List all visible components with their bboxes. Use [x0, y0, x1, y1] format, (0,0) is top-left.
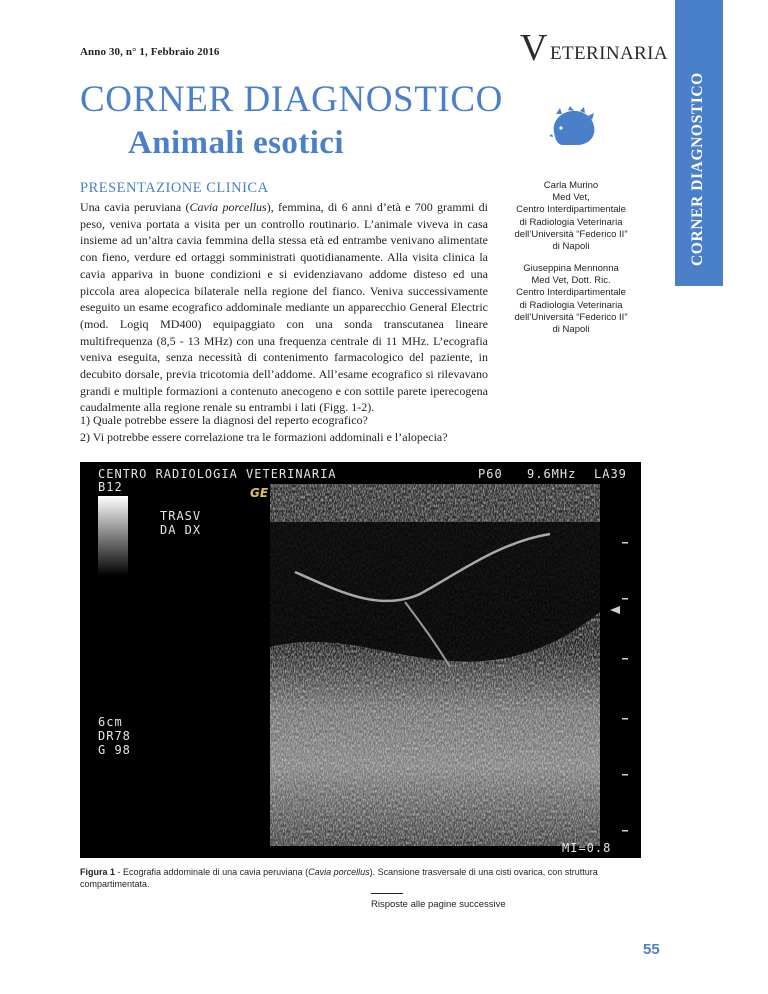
guinea-pig-icon: [548, 106, 598, 148]
page-subtitle: Animali esotici: [128, 125, 344, 161]
answers-note: Risposte alle pagine successive: [371, 899, 506, 910]
us-mi-label: MI=0.8: [562, 841, 612, 855]
us-ge-mark: GE: [250, 486, 269, 500]
section-tab: [675, 0, 723, 286]
question-item: 2) Vi potrebbe essere correlazione tra le formazioni addominali e l’alopecia?: [80, 430, 448, 444]
us-center-label: CENTRO RADIOLOGIA VETERINARIA: [98, 467, 337, 481]
page-title: CORNER DIAGNOSTICO: [80, 79, 503, 120]
question-item: 1) Quale potrebbe essere la diagnosi del reperto ecografico?: [80, 413, 368, 427]
figure-caption: Figura 1 - Ecografia addominale di una cavia peruviana (Cavia porcellus). Scansione trasversale di una cisti ovarica, con struttura compartimentata.: [80, 867, 598, 889]
author-block: Giuseppina Mennonna Med Vet, Dott. Ric. Centro Interdipartimentale di Radiologia Veterinaria dell’Università “Federico II” di Napoli: [514, 263, 628, 336]
us-la-label: LA39: [594, 467, 627, 481]
journal-logo: [520, 27, 668, 69]
us-view-label: TRASV: [160, 509, 202, 523]
section-tab-label: CORNER DIAGNOSTICO: [689, 72, 706, 266]
species-name: Cavia porcellus: [189, 200, 267, 214]
page-number: 55: [643, 941, 660, 958]
us-frequency-label: 9.6MHz: [527, 467, 577, 481]
us-b-label: B12: [98, 480, 123, 494]
divider: [371, 893, 403, 894]
section-heading: PRESENTAZIONE CLINICA: [80, 180, 269, 196]
us-view-label: DA DX: [160, 523, 202, 537]
logo-text: ETERINARIA: [550, 43, 668, 64]
us-depth-label: 6cm: [98, 715, 123, 729]
issue-info: Anno 30, n° 1, Febbraio 2016: [80, 46, 220, 58]
us-dr-label: DR78: [98, 729, 131, 743]
us-gain-label: G 98: [98, 743, 131, 757]
body-paragraph: Una cavia peruviana (Cavia porcellus), femmina, di 6 anni d’età e 700 grammi di peso, veniva portata a visita per un controllo routinario. L’animale viveva in casa insieme ad un’altra cavia femmina della stessa età ed entrambe venivano alimentate con fieno, verdure ed ortaggi somministrati quotidianamente. Alla visita clinica la cavia appariva in buone condizioni e si evidenziavano addome disteso ed una piccola area alopecica bilaterale nella regione del fianco. Veniva successivamente eseguito un esame ecografico addominale mediante un apparecchio General Electric (mod. Logiq MD400) equipaggiato con una sonda transcutanea lineare multifrequenza (8,5 - 13 MHz) con una frequenza centrale di 11 MHz. L’ecografia veniva eseguita, senza necessità di contenimento farmacologico del paziente, in decubito dorsale, previa tricotomia dell’addome. All’esame ecografico si rilevavano grandi e multiple formazioni a contenuto anecogeno e con sottile parete iperecogena caudalmente alla regione renale su entrambi i lati (Figg. 1-2).: [80, 200, 489, 415]
logo-initial: V: [520, 27, 548, 69]
questions-list: [80, 412, 448, 446]
us-probe-label: P60: [478, 467, 503, 481]
figure-label: Figura 1: [80, 867, 116, 877]
ultrasound-image: [80, 462, 641, 858]
author-block: Carla Murino Med Vet, Centro Interdipartimentale di Radiologia Veterinaria dell’Università “Federico II” di Napoli: [514, 180, 628, 253]
